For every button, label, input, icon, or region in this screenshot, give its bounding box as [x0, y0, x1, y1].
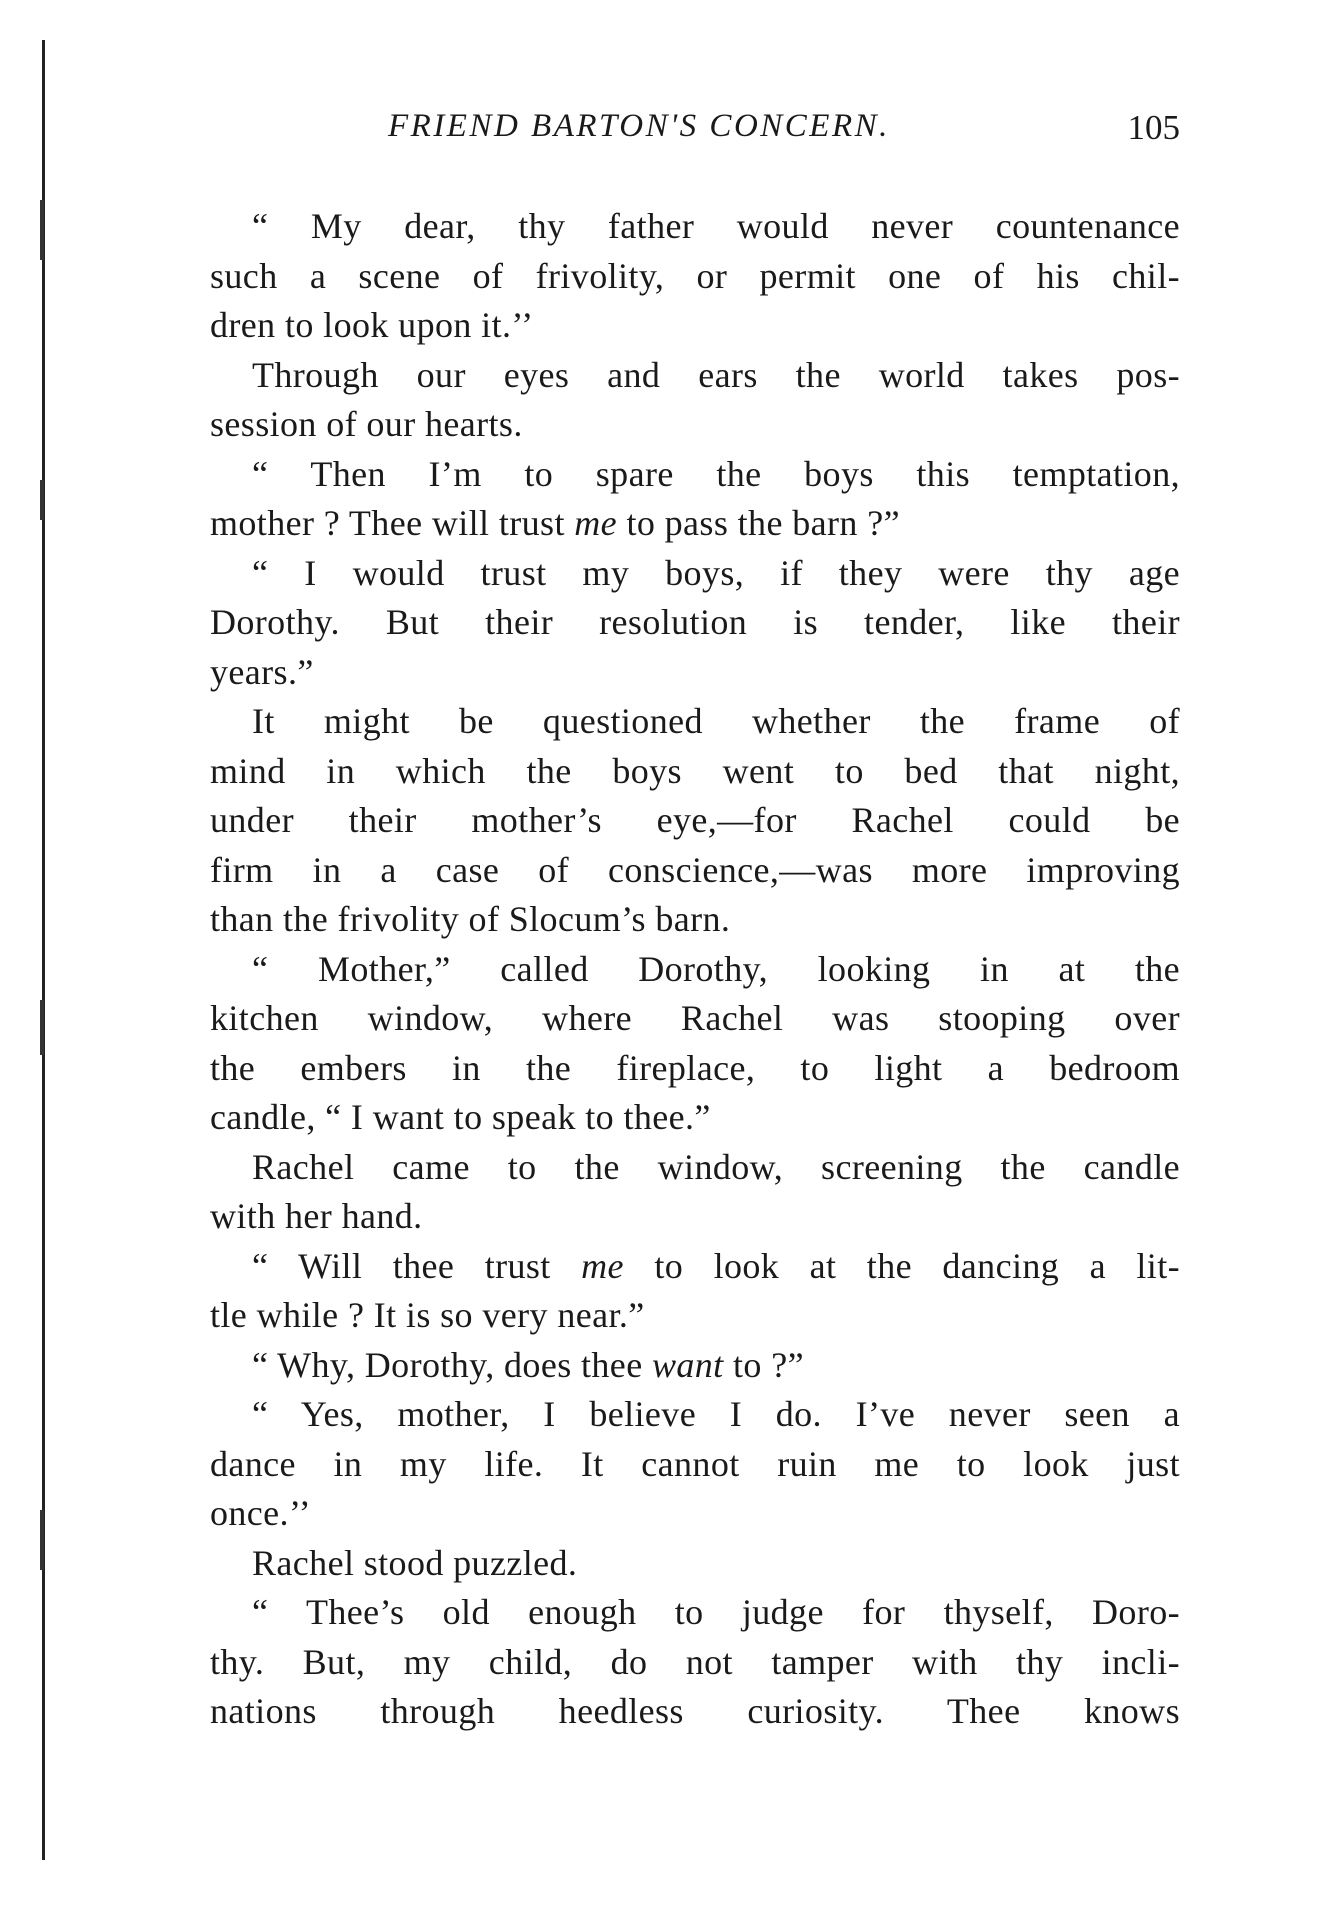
- text-line: “ Yes, mother, I believe I do. I’ve never seen a: [252, 1394, 1180, 1434]
- text-line: nations through heedless curiosity. Thee knows: [210, 1691, 1180, 1731]
- text-segment: to pass the barn ?”: [617, 503, 900, 543]
- running-title: FRIEND BARTON'S CONCERN.: [388, 108, 890, 144]
- text-line: Through our eyes and ears the world takes pos-: [252, 354, 1180, 395]
- text-segment: “ Will thee trust: [252, 1245, 582, 1286]
- page-edge-line: [42, 40, 45, 1860]
- text-line: [210, 1242, 1180, 1292]
- text-line: mind in which the boys went to bed that night,: [210, 750, 1180, 791]
- text-segment: mother ? Thee will trust: [210, 503, 575, 543]
- emphasis-text: me: [574, 503, 618, 543]
- text-line: [210, 1341, 1180, 1391]
- text-line: tle while ? It is so very near.”: [210, 1295, 645, 1335]
- text-line: [210, 499, 1180, 549]
- emphasis-text: want: [651, 1344, 724, 1385]
- page-edge-mark: [40, 1510, 44, 1570]
- page-edge-mark: [40, 480, 44, 520]
- text-line: It might be questioned whether the frame of: [252, 701, 1180, 741]
- text-segment: to look at the dancing a lit-: [623, 1245, 1180, 1286]
- text-line: firm in a case of conscience,—was more improving: [210, 849, 1180, 890]
- text-line: Rachel stood puzzled.: [252, 1542, 578, 1583]
- text-line: than the frivolity of Slocum’s barn.: [210, 899, 731, 939]
- text-line: “ I would trust my boys, if they were thy age: [252, 552, 1180, 593]
- text-line: once.’’: [210, 1493, 312, 1533]
- text-line: “ My dear, thy father would never countenance: [252, 206, 1180, 246]
- text-line: dance in my life. It cannot ruin me to look just: [210, 1443, 1180, 1484]
- text-line: the embers in the fireplace, to light a bedroom: [210, 1047, 1180, 1088]
- text-line: Dorothy. But their resolution is tender, like their: [210, 602, 1180, 642]
- text-line: dren to look upon it.’’: [210, 305, 534, 345]
- text-line: thy. But, my child, do not tamper with thy incli-: [210, 1641, 1180, 1682]
- text-segment: to ?”: [723, 1344, 804, 1385]
- text-line: “ Thee’s old enough to judge for thyself, Doro-: [252, 1592, 1180, 1632]
- text-line: session of our hearts.: [210, 404, 523, 444]
- text-line: Rachel came to the window, screening the candle: [252, 1146, 1180, 1187]
- text-line: kitchen window, where Rachel was stooping over: [210, 998, 1180, 1038]
- text-line: years.”: [210, 651, 314, 692]
- page-edge-mark: [40, 1000, 44, 1055]
- text-line: candle, “ I want to speak to thee.”: [210, 1097, 711, 1137]
- text-line: with her hand.: [210, 1196, 423, 1236]
- text-line: “ Mother,” called Dorothy, looking in at the: [252, 948, 1180, 989]
- body-text: [210, 202, 1180, 1737]
- text-line: under their mother’s eye,—for Rachel could be: [210, 800, 1180, 840]
- text-line: such a scene of frivolity, or permit one of his chil-: [210, 255, 1180, 296]
- text-segment: “ Why, Dorothy, does thee: [252, 1344, 652, 1385]
- text-line: “ Then I’m to spare the boys this temptation,: [252, 453, 1180, 494]
- page-number: 105: [1127, 108, 1180, 147]
- page-edge-mark: [40, 200, 44, 260]
- running-header: [210, 108, 1180, 158]
- emphasis-text: me: [581, 1245, 624, 1286]
